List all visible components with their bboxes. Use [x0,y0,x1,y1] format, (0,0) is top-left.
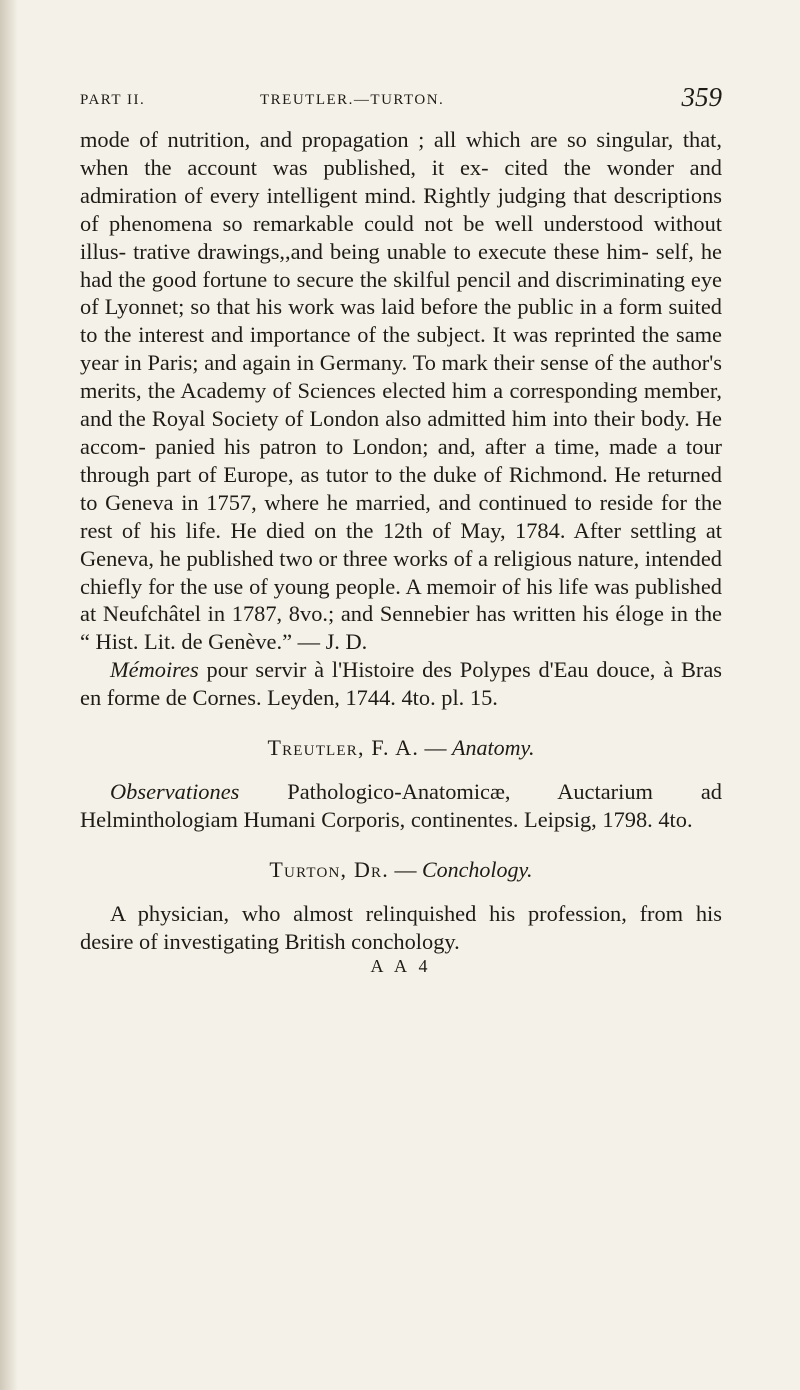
author-name-turton: Turton, Dr. [269,856,389,882]
work-title-observationes: Observationes [110,778,240,804]
heading-dash: — [388,856,422,882]
work-details-observationes: Pathologico-Anatomicæ, Auctarium ad Helminthologiam Humani Corporis, continentes. Leipsig, 1798. 4to. [80,778,722,832]
running-head-title: TREUTLER.—TURTON. [260,92,445,108]
author-name-treutler: Treutler, F. A. [267,735,420,761]
subject-treutler: Anatomy. [452,735,535,761]
running-head [80,80,722,114]
bibliography-entry-observationes [80,778,722,834]
body-text [80,126,722,981]
work-details-memoires: pour servir à l'Histoire des Polypes d'Eau douce, à Bras en forme de Cornes. Leyden, 1744. 4to. pl. 15. [80,657,722,711]
work-title-memoires: Mémoires [110,657,199,683]
printer-signature-mark: A A 4 [370,956,432,977]
paragraph-turton-bio: A physician, who almost relinquished his profession, from his desire of investigating British conchology. [80,900,722,954]
entry-heading-turton [80,856,722,884]
bibliography-entry-memoires [80,656,722,712]
heading-dash: — [419,735,453,761]
paragraph-trembley-bio: mode of nutrition, and propagation ; all which are so singular, that, when the account was published, it ex- cited the wonder and admiration of every intelligent mind. Rightly judging that descriptions of phenomena so remarkable could not be well understood without illus- trative drawings,,and being unable to execute these him- self, he had the good fortune to secure the skilful pencil and discriminating eye of Lyonnet; so that his work was laid before the public in a form suited to the interest and importance of the subject. It was reprinted the same year in Paris; and again in Germany. To mark their sense of the author's merits, the Academy of Sciences elected him a corresponding member, and the Royal Society of London also admitted him into their body. He accom- panied his patron to London; and, after a time, made a tour through part of Europe, as tutor to the duke of Richmond. He returned to Geneva in 1757, where he married, and continued to reside for the rest of his life. He died on the 12th of May, 1784. After settling at Geneva, he published two or three works of a religious nature, intended chiefly for the use of young people. A memoir of his life was published at Neufchâtel in 1787, 8vo.; and Sennebier has written his éloge in the “ Hist. Lit. de Genève.” — J. D. [80,127,722,655]
book-page [80,80,722,981]
subject-turton: Conchology. [421,856,533,882]
page-number: 359 [681,82,722,112]
entry-heading-treutler [80,734,722,762]
running-head-part: PART II. [80,92,146,108]
page-left-edge-shadow [0,0,18,1390]
